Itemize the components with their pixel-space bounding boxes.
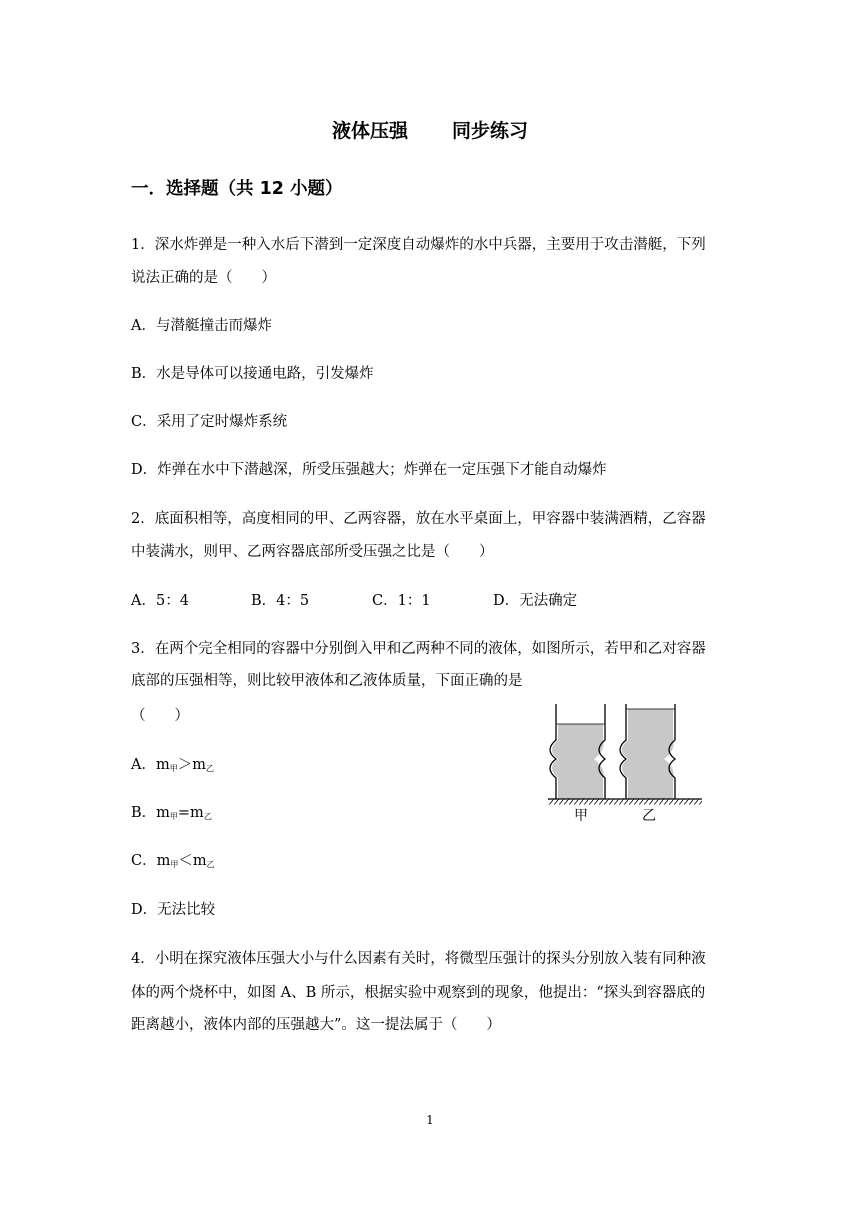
q2-option-b: B．4：5 [251,593,310,609]
q3-option-c: C．m甲＜m乙 [131,853,215,869]
q1-option-d: D．炸弹在水中下潜越深，所受压强越大；炸弹在一定压强下才能自动爆炸 [131,462,607,478]
q3-option-b: B．m甲=m乙 [131,805,212,821]
q2-stem-line1: 2．底面积相等，高度相同的甲、乙两容器，放在水平桌面上，甲容器中装满酒精，乙容器 [131,511,706,527]
q1-stem-line1: 1．深水炸弹是一种入水后下潜到一定深度自动爆炸的水中兵器，主要用于攻击潜艇，下列 [131,237,706,253]
q3-option-d: D．无法比较 [131,902,216,918]
liquid-left [552,724,604,799]
table-hatch [548,800,702,805]
label-jia: 甲 [574,808,588,824]
title-main: 液体压强 [331,120,408,142]
page-number: 1 [426,1113,434,1127]
q3-option-a: A．m甲＞m乙 [131,757,214,773]
q4-stem-line2: 体的两个烧杯中，如图 A、B 所示，根据实验中观察到的现象，他提出：“探头到容器底的 [131,985,706,1001]
q3-stem-line2: 底部的压强相等，则比较甲液体和乙液体质量，下面正确的是 [131,673,523,689]
label-yi: 乙 [642,808,656,824]
q1-option-a: A．与潜艇撞击而爆炸 [131,318,272,334]
title-sub: 同步练习 [452,120,529,142]
liquid-right [622,709,674,799]
q1-option-b: B．水是导体可以接通电路，引发爆炸 [131,366,374,382]
q4-stem-line3: 距离越小，液体内部的压强越大”。这一提法属于（ ） [131,1017,501,1033]
q1-stem-line2: 说法正确的是（ ） [131,270,276,286]
q2-option-d: D．无法确定 [493,593,578,609]
q1-option-c: C．采用了定时爆炸系统 [131,414,288,430]
q3-stem-line1: 3．在两个完全相同的容器中分别倒入甲和乙两种不同的液体，如图所示，若甲和乙对容器 [131,641,706,657]
section-heading: 一．选择题（共 12 小题） [131,179,343,199]
q4-stem-line1: 4．小明在探究液体压强大小与什么因素有关时，将微型压强计的探头分别放入装有同种液 [131,951,706,967]
container-figure [548,698,704,824]
q2-stem-line2: 中装满水，则甲、乙两容器底部所受压强之比是（ ） [131,544,494,560]
q2-option-c: C．1：1 [372,593,431,609]
q2-option-a: A．5：4 [131,593,189,609]
q3-stem-line3: （ ） [131,708,189,724]
page-title [0,116,860,143]
